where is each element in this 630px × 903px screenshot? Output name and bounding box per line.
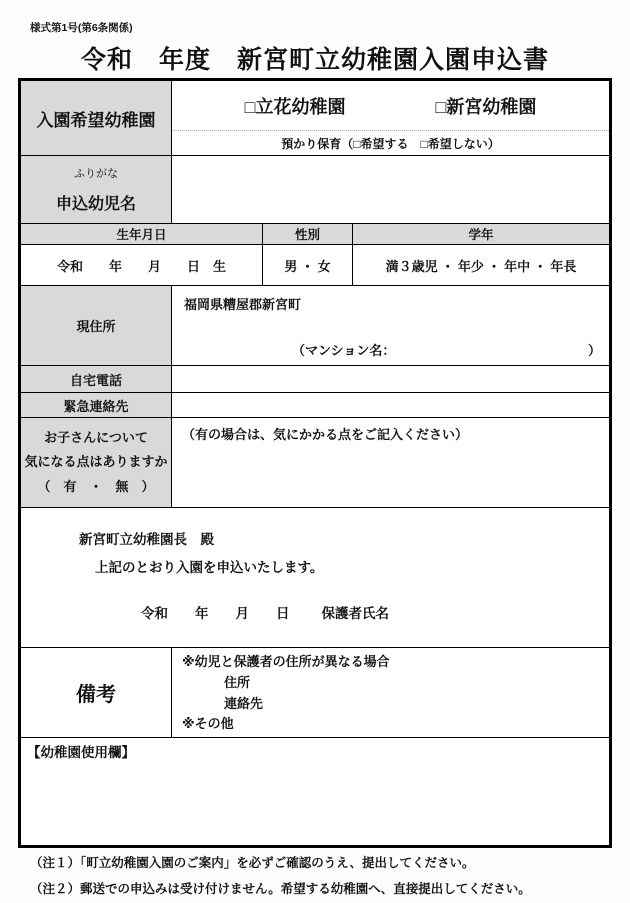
address-value: 福岡県糟屋郡新宮町 [184,297,302,312]
declaration-date-line [79,602,609,622]
footnote-2: （注２）郵送での申込みは受け付けません。希望する幼稚園へ、直接提出してください。 [30,882,531,896]
row-office-use [21,738,609,845]
form-code: 様式第1号(第6条関係) [30,22,133,34]
row-concerns [21,418,609,508]
birthdate-header: 生年月日 [21,224,263,244]
remarks-address-label: 住所 [224,674,251,690]
remarks-label: 備考 [21,648,172,737]
grade-header: 学年 [353,224,609,244]
remarks-contact-label: 連絡先 [224,695,264,711]
row-home-phone [21,366,609,393]
child-name-label: 申込幼児名 [55,196,136,213]
concerns-label-line2: 気になる点はありますか [24,454,168,470]
address-label: 現住所 [21,286,172,365]
row-birth-headers [21,224,609,245]
emergency-contact-field [172,393,609,417]
mansion-name-suffix: ） [587,343,601,358]
home-phone-field [172,366,609,392]
declaration-addressee: 新宮町立幼稚園長 殿 [79,532,214,547]
mansion-name-prefix: （マンション名： [292,343,396,358]
gender-value: 男 ・ 女 [263,245,353,285]
checkbox-option-shingu: □新宮幼稚園 [435,96,537,117]
remarks-other-label: ※その他 [182,716,234,732]
row-declaration [21,508,609,648]
declaration-statement: 上記のとおり入園を申込いたします。 [95,560,324,575]
guardian-name-label: 保護者氏名 [321,606,389,621]
desired-kindergarten-options [172,81,609,155]
row-child-name [21,156,609,224]
furigana-label: ふりがな [74,168,118,180]
grade-value: 満３歳児 ・ 年少 ・ 年中 ・ 年長 [385,258,577,274]
checkbox-option-tachibana: □立花幼稚園 [244,96,346,117]
footnote-1: （注１）「町立幼稚園入園のご案内」を必ずご確認のうえ、提出してください。 [30,856,475,870]
child-name-field [172,156,609,223]
row-remarks [21,648,609,738]
birthdate-value: 令和 年 月 日 生 [21,245,263,285]
concerns-yes-no: （ 有 ・ 無 ） [37,478,155,494]
daycare-option-line: 預かり保育（□希望する □希望しない） [281,136,500,151]
mansion-name-line [172,340,609,365]
declaration-date: 令和 年 月 日 [141,606,290,621]
remarks-line1: ※幼児と保護者の住所が異なる場合 [182,654,390,669]
row-address [21,286,609,366]
gender-header: 性別 [263,224,353,244]
home-phone-label: 自宅電話 [21,366,172,392]
office-use-label: 【幼稚園使用欄】 [27,745,135,760]
row-emergency-contact [21,393,609,418]
row-birth-values [21,245,609,286]
concerns-note: （有の場合は、気にかかる点をご記入ください） [182,427,469,442]
emergency-contact-label: 緊急連絡先 [21,393,172,417]
concerns-label-line1: お子さんについて [44,430,148,446]
page-title: 令和 年度 新宮町立幼稚園入園申込書 [80,46,549,74]
application-form-table [18,78,612,848]
desired-kindergarten-label: 入園希望幼稚園 [21,81,172,155]
row-desired-kindergarten [21,81,609,156]
footnotes [30,853,531,903]
